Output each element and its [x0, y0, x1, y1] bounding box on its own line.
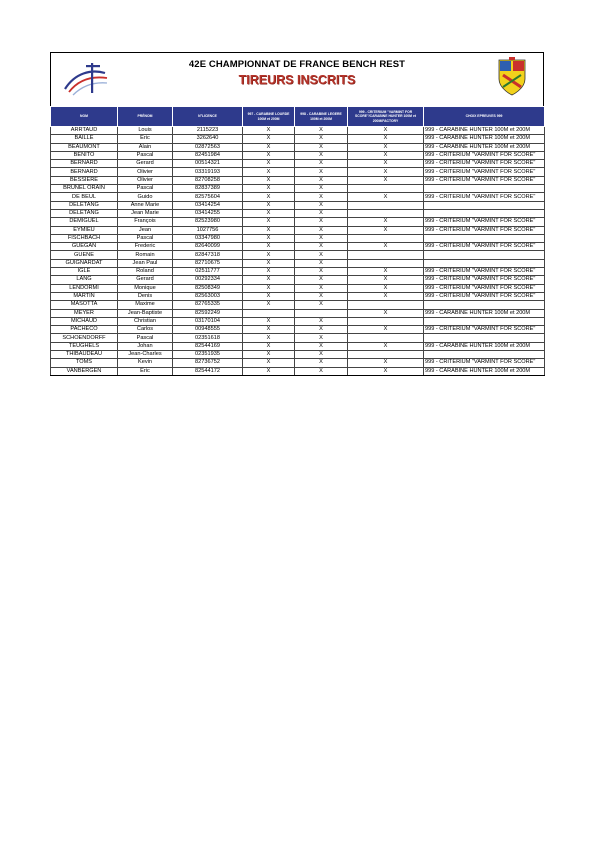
cell-licence: 82847318: [173, 251, 243, 259]
cell-c999: X: [348, 176, 424, 184]
cell-licence: 82736752: [173, 359, 243, 367]
cell-c999: X: [348, 359, 424, 367]
table-row: [51, 243, 545, 251]
cell-c998: X: [295, 160, 348, 168]
cell-c998: X: [295, 243, 348, 251]
cell-c997: X: [243, 317, 295, 325]
cell-choix: [424, 251, 545, 259]
cell-c999: X: [348, 367, 424, 375]
cell-c997: X: [243, 259, 295, 267]
cell-prenom: Louis: [118, 127, 173, 135]
cell-c998: X: [295, 342, 348, 350]
cell-prenom: Frederic: [118, 243, 173, 251]
cell-c997: X: [243, 243, 295, 251]
cell-licence: 82563003: [173, 292, 243, 300]
cell-licence: 2115223: [173, 127, 243, 135]
column-header-997: 997 - CARABINE LOURDE 100M et 200M: [243, 107, 295, 127]
column-header-nom: NOM: [51, 107, 118, 127]
cell-c998: X: [295, 326, 348, 334]
cell-nom: DELETANG: [51, 201, 118, 209]
cell-choix: 999 - CARABINE HUNTER 100M et 200M: [424, 127, 545, 135]
cell-nom: BERNARD: [51, 160, 118, 168]
cell-prenom: Pascal: [118, 185, 173, 193]
column-header-998: 998 - CARABINE LEGERE 100M et 200M: [295, 107, 348, 127]
cell-c997: X: [243, 292, 295, 300]
cell-c998: X: [295, 234, 348, 242]
table-row: [51, 284, 545, 292]
cell-choix: [424, 317, 545, 325]
cell-choix: [424, 259, 545, 267]
cell-prenom: Carlos: [118, 326, 173, 334]
cell-licence: 00514321: [173, 160, 243, 168]
table-row: [51, 201, 545, 209]
cell-choix: [424, 209, 545, 217]
cell-c999: X: [348, 143, 424, 151]
cell-c998: X: [295, 334, 348, 342]
cell-c999: [348, 301, 424, 309]
cell-c997: X: [243, 209, 295, 217]
table-row: [51, 218, 545, 226]
cell-nom: BERNARD: [51, 168, 118, 176]
table-row: [51, 259, 545, 267]
cell-prenom: Jean Marie: [118, 209, 173, 217]
cell-prenom: Olivier: [118, 168, 173, 176]
cell-nom: THIBAUDEAU: [51, 351, 118, 359]
cell-nom: FISCHBACH: [51, 234, 118, 242]
cell-prenom: Pascal: [118, 334, 173, 342]
cell-c999: X: [348, 284, 424, 292]
cell-c997: X: [243, 367, 295, 375]
table-header-row: [51, 107, 545, 127]
cell-nom: VANBERGEN: [51, 367, 118, 375]
cell-choix: 999 - CRITERIUM "VARMINT FOR SCORE": [424, 168, 545, 176]
cell-prenom: Pascal: [118, 151, 173, 159]
cell-nom: TOMS: [51, 359, 118, 367]
cell-prenom: Eric: [118, 135, 173, 143]
cell-c998: X: [295, 127, 348, 135]
table-row: [51, 185, 545, 193]
column-header-prenom: PRÉNOM: [118, 107, 173, 127]
cell-nom: MEYER: [51, 309, 118, 317]
column-header-999: 999 - CRITERIUM "VARMINT FOR SCORE"/CARABINE HUNTER 100M et 200M/FACTORY: [348, 107, 424, 127]
cell-licence: 82575604: [173, 193, 243, 201]
cell-nom: SCHOENDORFF: [51, 334, 118, 342]
cell-nom: MICHAUD: [51, 317, 118, 325]
table-row: [51, 309, 545, 317]
cell-licence: 82708258: [173, 176, 243, 184]
cell-prenom: Romain: [118, 251, 173, 259]
cell-c997: X: [243, 334, 295, 342]
cell-choix: 999 - CRITERIUM "VARMINT FOR SCORE": [424, 326, 545, 334]
cell-prenom: Anne Marie: [118, 201, 173, 209]
table-row: [51, 342, 545, 350]
cell-c997: X: [243, 342, 295, 350]
cell-licence: 82451984: [173, 151, 243, 159]
table-row: [51, 351, 545, 359]
cell-c999: [348, 185, 424, 193]
cell-prenom: François: [118, 218, 173, 226]
cell-nom: BEAUMONT: [51, 143, 118, 151]
cell-choix: 999 - CARABINE HUNTER 100M et 200M: [424, 342, 545, 350]
table-row: [51, 276, 545, 284]
cell-c997: X: [243, 201, 295, 209]
cell-nom: PACHECO: [51, 326, 118, 334]
cell-prenom: Jean-Baptiste: [118, 309, 173, 317]
cell-c999: X: [348, 193, 424, 201]
table-row: [51, 168, 545, 176]
cell-c997: X: [243, 276, 295, 284]
cell-nom: LENDORMI: [51, 284, 118, 292]
table-row: [51, 326, 545, 334]
cell-choix: [424, 301, 545, 309]
cell-c998: X: [295, 301, 348, 309]
cell-licence: 02351618: [173, 334, 243, 342]
cell-c999: X: [348, 168, 424, 176]
cell-licence: 3262640: [173, 135, 243, 143]
cell-c999: [348, 317, 424, 325]
cell-c997: X: [243, 160, 295, 168]
cell-c998: X: [295, 143, 348, 151]
cell-licence: 82837389: [173, 185, 243, 193]
cell-choix: 999 - CRITERIUM "VARMINT FOR SCORE": [424, 176, 545, 184]
cell-c999: X: [348, 309, 424, 317]
table-row: [51, 359, 545, 367]
table-row: [51, 292, 545, 300]
table-row: [51, 127, 545, 135]
cell-licence: 82523980: [173, 218, 243, 226]
cell-prenom: Jean-Charles: [118, 351, 173, 359]
cell-c998: X: [295, 151, 348, 159]
cell-c999: X: [348, 292, 424, 300]
cell-c997: X: [243, 226, 295, 234]
table-row: [51, 193, 545, 201]
column-header-licence: N°LICENCE: [173, 107, 243, 127]
cell-prenom: Denis: [118, 292, 173, 300]
cell-licence: 03347980: [173, 234, 243, 242]
table-row: [51, 226, 545, 234]
page-subtitle: TIREURS INSCRITS: [238, 73, 356, 87]
cell-choix: 999 - CRITERIUM "VARMINT FOR SCORE": [424, 151, 545, 159]
cell-choix: [424, 185, 545, 193]
cell-c998: X: [295, 367, 348, 375]
cell-prenom: Olivier: [118, 176, 173, 184]
cell-prenom: Christian: [118, 317, 173, 325]
cell-c998: X: [295, 193, 348, 201]
cell-c998: X: [295, 276, 348, 284]
cell-nom: BENITO: [51, 151, 118, 159]
cell-nom: LANG: [51, 276, 118, 284]
cell-nom: TEUGHELS: [51, 342, 118, 350]
cell-c997: X: [243, 268, 295, 276]
cell-prenom: Jean: [118, 226, 173, 234]
cell-c998: [295, 309, 348, 317]
cell-prenom: Pascal: [118, 234, 173, 242]
table-row: [51, 160, 545, 168]
cell-choix: 999 - CRITERIUM "VARMINT FOR SCORE": [424, 218, 545, 226]
cell-c998: X: [295, 251, 348, 259]
table-row: [51, 251, 545, 259]
cell-licence: 03319193: [173, 168, 243, 176]
cell-prenom: Johan: [118, 342, 173, 350]
cell-c999: [348, 209, 424, 217]
cell-c999: X: [348, 342, 424, 350]
cell-licence: 02872563: [173, 143, 243, 151]
cell-c999: X: [348, 151, 424, 159]
cell-c998: X: [295, 268, 348, 276]
cell-prenom: Gerard: [118, 160, 173, 168]
table-row: [51, 234, 545, 242]
cell-nom: BAILLE: [51, 135, 118, 143]
cell-nom: GUIGNARDAT: [51, 259, 118, 267]
cell-c997: X: [243, 234, 295, 242]
cell-c999: X: [348, 160, 424, 168]
cell-choix: [424, 351, 545, 359]
cell-c999: [348, 351, 424, 359]
table-row: [51, 301, 545, 309]
table-row: [51, 135, 545, 143]
cell-c999: [348, 201, 424, 209]
header-box: [50, 52, 544, 106]
cell-prenom: Kevin: [118, 359, 173, 367]
table-row: [51, 176, 545, 184]
cell-c998: X: [295, 259, 348, 267]
registrants-table: [50, 106, 545, 376]
cell-choix: 999 - CRITERIUM "VARMINT FOR SCORE": [424, 284, 545, 292]
cell-choix: 999 - CRITERIUM "VARMINT FOR SCORE": [424, 268, 545, 276]
table-row: [51, 317, 545, 325]
cell-licence: 82765335: [173, 301, 243, 309]
cell-c998: X: [295, 218, 348, 226]
cell-c998: X: [295, 176, 348, 184]
cell-licence: 82710675: [173, 259, 243, 267]
document-sheet: [50, 52, 544, 376]
cell-licence: 00292334: [173, 276, 243, 284]
cell-licence: 03414255: [173, 209, 243, 217]
cell-choix: 999 - CRITERIUM "VARMINT FOR SCORE": [424, 243, 545, 251]
cell-choix: 999 - CRITERIUM "VARMINT FOR SCORE": [424, 292, 545, 300]
cell-prenom: Gerard: [118, 276, 173, 284]
cell-nom: GUEGAN: [51, 243, 118, 251]
cell-c997: X: [243, 143, 295, 151]
cell-nom: MARTIN: [51, 292, 118, 300]
cell-nom: MASOTTA: [51, 301, 118, 309]
cell-choix: [424, 334, 545, 342]
cell-c998: X: [295, 284, 348, 292]
table-row: [51, 367, 545, 375]
cell-licence: 02511777: [173, 268, 243, 276]
cell-choix: 999 - CARABINE HUNTER 100M et 200M: [424, 143, 545, 151]
cell-c999: X: [348, 243, 424, 251]
cell-nom: DE BEUL: [51, 193, 118, 201]
cell-c997: X: [243, 127, 295, 135]
cell-c998: X: [295, 135, 348, 143]
cell-nom: BESSIERE: [51, 176, 118, 184]
table-row: [51, 151, 545, 159]
cell-c997: X: [243, 359, 295, 367]
cell-choix: 999 - CRITERIUM "VARMINT FOR SCORE": [424, 276, 545, 284]
cell-c997: X: [243, 193, 295, 201]
column-header-choix: CHOIX EPREUVES 999: [424, 107, 545, 127]
cell-nom: ARRTAUD: [51, 127, 118, 135]
cell-nom: BRUNEL ORAIN: [51, 185, 118, 193]
cell-prenom: Guido: [118, 193, 173, 201]
cell-c999: X: [348, 135, 424, 143]
cell-choix: 999 - CRITERIUM "VARMINT FOR SCORE": [424, 226, 545, 234]
cell-nom: DEMIGUEL: [51, 218, 118, 226]
cell-c998: X: [295, 359, 348, 367]
cell-prenom: Alain: [118, 143, 173, 151]
cell-choix: 999 - CRITERIUM "VARMINT FOR SCORE": [424, 160, 545, 168]
cell-nom: DELETANG: [51, 209, 118, 217]
cell-c997: X: [243, 326, 295, 334]
cell-licence: 00948555: [173, 326, 243, 334]
cell-c997: X: [243, 135, 295, 143]
cell-c999: [348, 259, 424, 267]
cell-c999: X: [348, 268, 424, 276]
cell-licence: 82508349: [173, 284, 243, 292]
cell-c999: [348, 234, 424, 242]
cell-c997: X: [243, 301, 295, 309]
cell-licence: 03414254: [173, 201, 243, 209]
cell-c997: X: [243, 251, 295, 259]
cell-prenom: Maxime: [118, 301, 173, 309]
cell-licence: 02351935: [173, 351, 243, 359]
cell-licence: 82544172: [173, 367, 243, 375]
cell-c998: X: [295, 185, 348, 193]
cell-nom: GUENE: [51, 251, 118, 259]
cell-c997: X: [243, 218, 295, 226]
cell-choix: 999 - CRITERIUM "VARMINT FOR SCORE": [424, 359, 545, 367]
cell-nom: EYMIEU: [51, 226, 118, 234]
cell-c997: X: [243, 176, 295, 184]
cell-c999: [348, 251, 424, 259]
cell-c998: X: [295, 201, 348, 209]
cell-c999: X: [348, 127, 424, 135]
table-row: [51, 268, 545, 276]
cell-c998: X: [295, 351, 348, 359]
cell-licence: 82544169: [173, 342, 243, 350]
cell-c997: X: [243, 185, 295, 193]
cell-c999: X: [348, 218, 424, 226]
club-crest-icon: [497, 57, 527, 97]
cell-c997: X: [243, 351, 295, 359]
cell-c998: X: [295, 317, 348, 325]
cell-licence: 82640099: [173, 243, 243, 251]
cell-c998: X: [295, 226, 348, 234]
cell-c999: X: [348, 326, 424, 334]
cell-nom: IGLE: [51, 268, 118, 276]
cell-c997: X: [243, 284, 295, 292]
cell-prenom: Eric: [118, 367, 173, 375]
cell-c999: X: [348, 276, 424, 284]
page-title: 42E CHAMPIONNAT DE FRANCE BENCH REST: [188, 59, 406, 70]
cell-choix: 999 - CARABINE HUNTER 100M et 200M: [424, 367, 545, 375]
cell-prenom: Jean Paul: [118, 259, 173, 267]
cell-c998: X: [295, 292, 348, 300]
cell-prenom: Monique: [118, 284, 173, 292]
cell-c998: X: [295, 209, 348, 217]
cell-licence: 03170104: [173, 317, 243, 325]
cell-licence: 82592249: [173, 309, 243, 317]
cell-c999: X: [348, 226, 424, 234]
cell-c999: [348, 334, 424, 342]
cell-c998: X: [295, 168, 348, 176]
cell-c997: X: [243, 168, 295, 176]
cell-choix: 999 - CARABINE HUNTER 100M et 200M: [424, 135, 545, 143]
table-row: [51, 209, 545, 217]
cell-c997: X: [243, 151, 295, 159]
cell-licence: 1027756: [173, 226, 243, 234]
cell-choix: 999 - CARABINE HUNTER 100M et 200M: [424, 309, 545, 317]
cell-choix: [424, 234, 545, 242]
table-row: [51, 143, 545, 151]
cell-choix: 999 - CRITERIUM "VARMINT FOR SCORE": [424, 193, 545, 201]
cell-choix: [424, 201, 545, 209]
cell-c997: [243, 309, 295, 317]
table-row: [51, 334, 545, 342]
cell-prenom: Roland: [118, 268, 173, 276]
